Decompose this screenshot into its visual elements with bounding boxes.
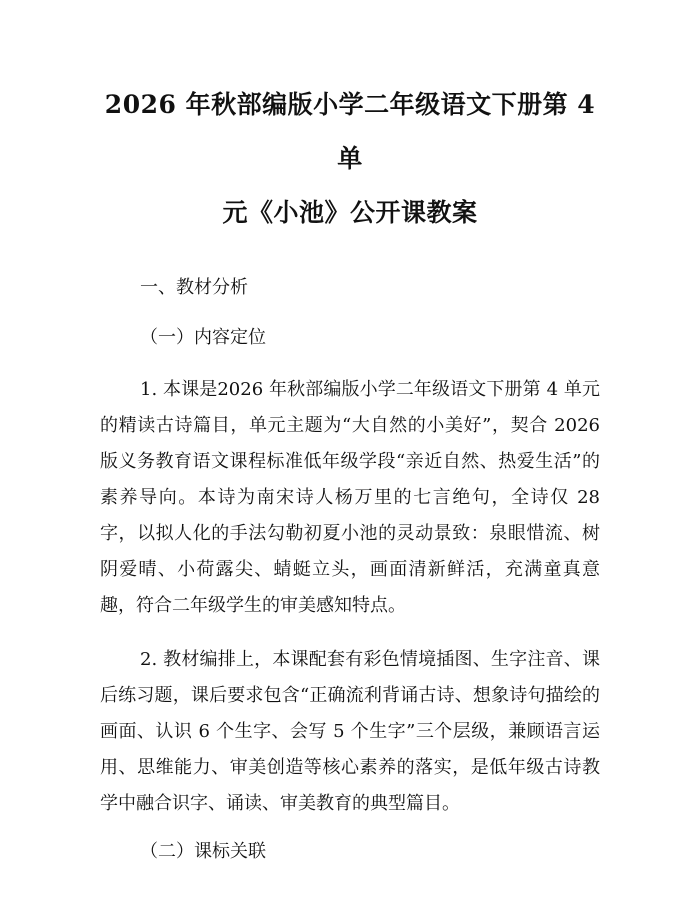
section-heading-textbook-analysis: 一、教材分析 [140,277,248,298]
subsection-heading-curriculum-link: （二）课标关联 [140,841,266,862]
title-line-1: 2026 年秋部编版小学二年级语文下册第 4 单 [104,90,596,173]
title-line-2: 元《小池》公开课教案 [222,198,478,227]
paragraph-1: 1. 本课是2026 年秋部编版小学二年级语文下册第 4 单元的精读古诗篇目，单元主题为“大自然的小美好”，契合 2026 版义务教育语文课程标准低年级学段“亲近自然、热爱生活”的素养导向。本诗为南宋诗人杨万里的七言绝句，全诗仅 28 字，以拟人化的手法勾勒初夏小池的灵动景致：泉眼惜流、树阴爱晴、小荷露尖、蜻蜓立头，画面清新鲜活，充满童真意趣，符合二年级学生的审美感知特点。 [100,379,600,616]
document-title [100,78,600,240]
paragraph-2: 2. 教材编排上，本课配套有彩色情境插图、生字注音、课后练习题，课后要求包含“正确流利背诵古诗、想象诗句描绘的画面、认识 6 个生字、会写 5 个生字”三个层级，兼顾语言运用、思维能力、审美创造等核心素养的落实，是低年级古诗教学中融合识字、诵读、审美教育的典型篇目。 [100,649,600,814]
subsection-heading-content-positioning: （一）内容定位 [140,327,266,348]
